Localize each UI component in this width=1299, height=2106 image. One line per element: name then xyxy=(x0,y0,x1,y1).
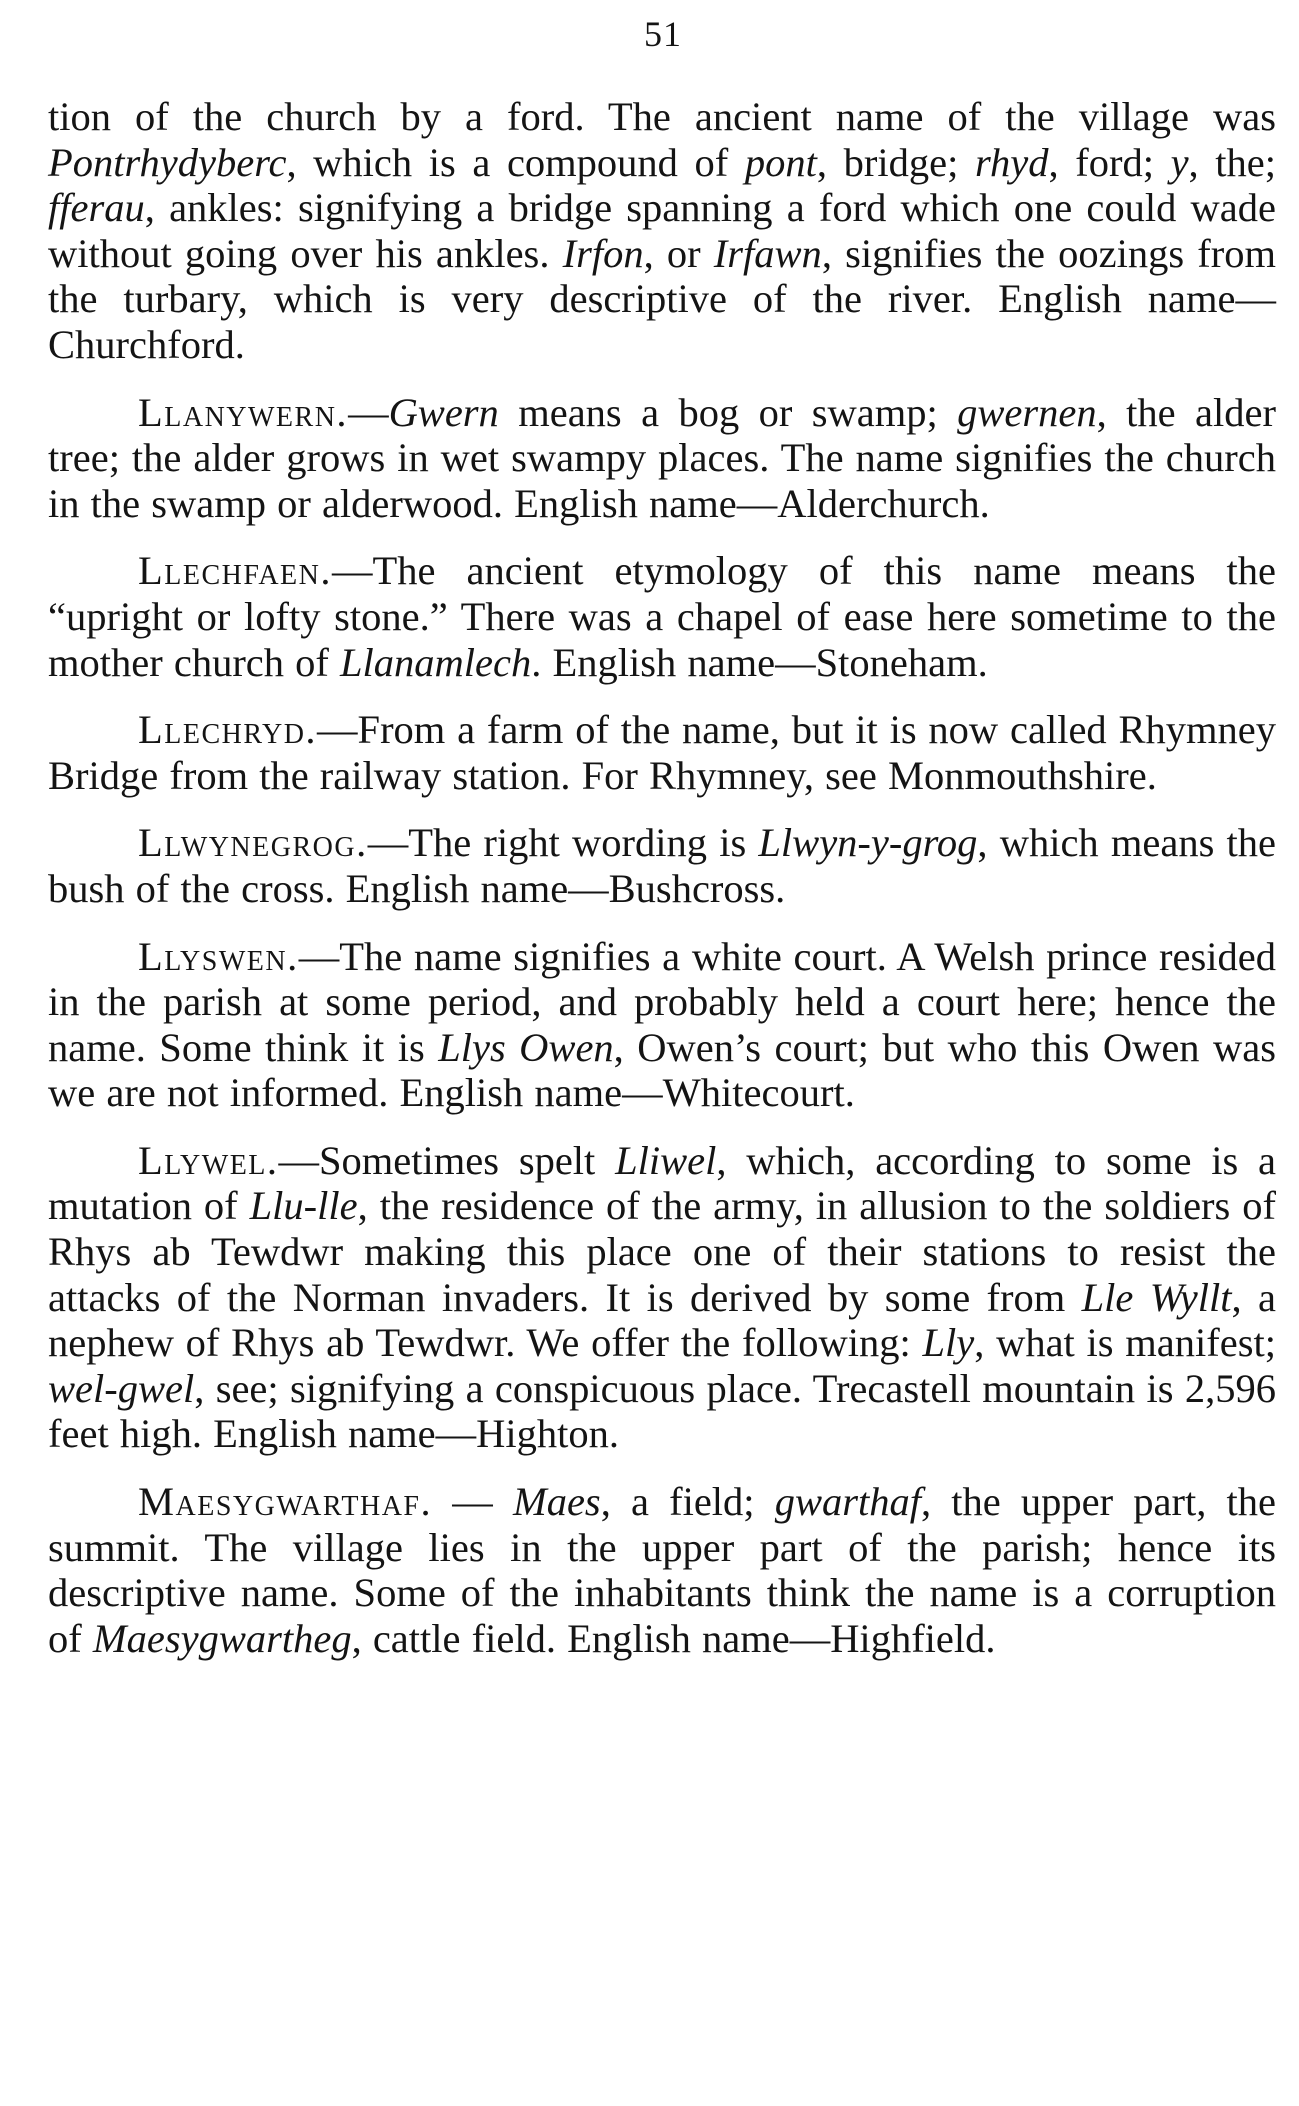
italic-term: Maesygwartheg xyxy=(92,1615,352,1661)
italic-term: Lle Wyllt xyxy=(1081,1274,1232,1320)
italic-term: Llwyn-y-grog xyxy=(758,820,978,866)
text-run: , which means the bush of the cross. English name—Bushcross. xyxy=(48,820,1276,911)
entry-paragraph xyxy=(48,1138,1276,1457)
text-run: — xyxy=(348,389,389,435)
text-run: , which is a compound of xyxy=(286,139,745,185)
entry-headword: Llechryd. xyxy=(138,707,318,753)
page-body xyxy=(48,94,1276,1661)
text-run: tion of the church by a ford. The ancient name of the village was xyxy=(48,94,1276,139)
entry-headword: Llanywern. xyxy=(138,389,349,435)
italic-term: Lly xyxy=(922,1320,975,1366)
text-run: —Sometimes spelt xyxy=(278,1137,616,1183)
italic-term: gwernen xyxy=(957,389,1097,435)
italic-term: rhyd xyxy=(974,139,1049,185)
italic-term: Irfawn xyxy=(713,230,822,276)
text-run: . English name—Stoneham. xyxy=(531,639,988,685)
entry-headword: Llechfaen. xyxy=(138,548,333,594)
book-page xyxy=(48,0,1278,2106)
text-run: , see; signifying a conspicuous place. Trecastell mountain is 2,596 feet high. English name—Highton. xyxy=(48,1365,1276,1457)
entry-list xyxy=(48,390,1276,1662)
text-run: , or xyxy=(643,230,714,276)
text-run: , the residence of the army, in allusion to the soldiers of Rhys ab Tewdwr making this place one of their stations to resist the attacks of the Norman invaders. It is derived by some from xyxy=(48,1183,1276,1320)
text-run: , a nephew of Rhys ab Tewdwr. We offer the following: xyxy=(48,1274,1276,1366)
entry-headword: Llywel. xyxy=(138,1137,279,1183)
italic-term: fferau xyxy=(48,185,145,231)
text-run: , the alder tree; the alder grows in wet swampy places. The name signifies the church in the swamp or alderwood. English name—Alderchurch. xyxy=(48,389,1276,526)
italic-term: Llu-lle xyxy=(249,1183,358,1229)
italic-term: Llanamlech xyxy=(340,639,532,685)
italic-term: gwarthaf xyxy=(774,1479,921,1525)
entry-paragraph xyxy=(48,820,1276,911)
italic-term: pont xyxy=(744,139,817,185)
entry-headword: Llwynegrog. xyxy=(138,820,368,866)
italic-term: Pontrhydyberc xyxy=(48,139,287,185)
text-run: —The name signifies a white court. A Welsh prince resided in the parish at some period, and probably held a court here; hence the name. Some think it is xyxy=(48,933,1276,1070)
italic-term: Maes xyxy=(512,1479,601,1525)
italic-term: Lliwel xyxy=(615,1137,717,1183)
entry-paragraph xyxy=(48,1479,1276,1661)
entry-paragraph xyxy=(48,548,1276,685)
text-run: , bridge; xyxy=(816,139,975,185)
italic-term: Gwern xyxy=(388,389,499,435)
text-run: , signifies the oozings from the turbary, which is very descriptive of the river. English name—Churchford. xyxy=(48,230,1276,367)
text-run: — xyxy=(432,1479,513,1525)
entry-headword: Llyswen. xyxy=(138,933,299,979)
text-run: , Owen’s court; but who this Owen was we are not informed. English name—Whitecourt. xyxy=(48,1024,1276,1116)
italic-term: y xyxy=(1170,139,1189,185)
entry-headword: Maesygwarthaf. xyxy=(138,1479,433,1525)
entry-paragraph xyxy=(48,934,1276,1116)
text-run: , cattle field. English name—Highfield. xyxy=(351,1615,996,1661)
text-run: , a field; xyxy=(600,1479,775,1525)
text-run: —The right wording is xyxy=(367,820,759,866)
italic-term: Llys Owen xyxy=(438,1024,614,1070)
continuation-paragraph xyxy=(48,94,1276,368)
text-run: means a bog or swamp; xyxy=(498,389,958,435)
entry-paragraph xyxy=(48,390,1276,527)
text-run: , ford; xyxy=(1048,139,1171,185)
text-run: , the; xyxy=(1188,139,1277,185)
text-run: , ankles: signifying a bridge spanning a ford which one could wade without going over his ankles. xyxy=(48,185,1276,276)
italic-term: wel-gwel xyxy=(48,1365,195,1411)
entry-paragraph xyxy=(48,707,1276,798)
page-number: 51 xyxy=(644,14,682,54)
text-run: , what is manifest; xyxy=(974,1320,1276,1366)
italic-term: Irfon xyxy=(562,230,644,276)
text-run: —The ancient etymology of this name means the “upright or lofty stone.” There was a chapel of ease here sometime to the mother church of xyxy=(48,548,1276,685)
text-run: —From a farm of the name, but it is now called Rhymney Bridge from the railway station. For Rhymney, see Monmouthshire. xyxy=(48,707,1276,798)
text-run: , the upper part, the summit. The village lies in the upper part of the parish; hence its descriptive name. Some of the inhabitants think the name is a corruption of xyxy=(48,1479,1276,1661)
text-run: , which, according to some is a mutation of xyxy=(48,1137,1276,1229)
